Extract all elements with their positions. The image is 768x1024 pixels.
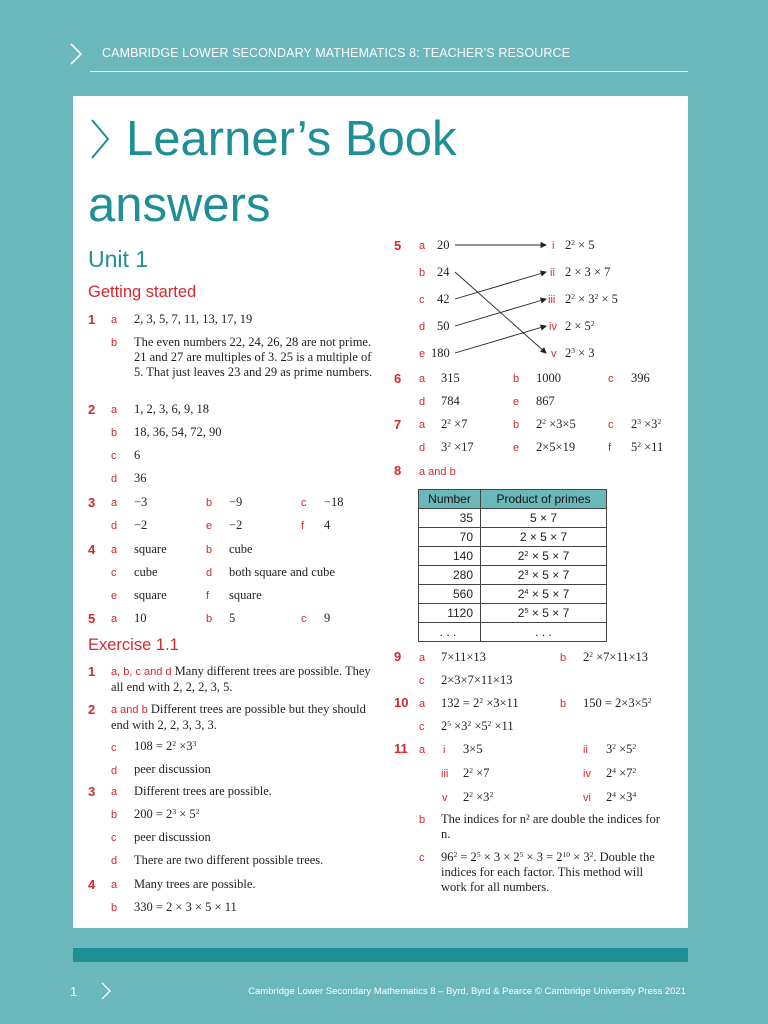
part-label: a [111,404,118,416]
question-number: 9 [394,649,402,664]
part-label: c [111,450,117,462]
part-label: iv [549,321,557,333]
part-label: d [111,520,118,532]
answer-text: square [134,542,167,556]
answer-text: square [134,588,167,602]
answer-text: $96^2 = 2^5 \times 3 \times 2^5 \times 3 = 2^{10} \times 3^2$. Double the indices for each factor. This method will work for all numbers. [441,850,655,894]
part-label: e [111,590,118,602]
part-label: a [111,786,118,798]
table-cell: 280 [419,566,481,585]
table-cell: 35 [419,509,481,528]
page-content [73,96,688,928]
part-label: iv [583,768,591,780]
header-rule [90,71,688,72]
answer-text: $2^2 \times 7\times 11\times 13$ [583,650,649,664]
table-cell: 560 [419,585,481,604]
part-label: d [419,396,426,408]
answer-text: 315 [441,371,460,385]
part-label: b [513,373,520,385]
match-right-item: $2 \times 5^2$ [565,319,595,333]
answer-text: square [229,588,262,602]
answer-text: Many trees are possible. [134,877,256,891]
table-row [419,509,607,528]
table-row [419,585,607,604]
part-label: c [111,567,117,579]
answer-text: 2×3×7×11×13 [441,673,513,687]
answer-text: $5^2 \times 11$ [631,440,664,454]
part-label: a [111,497,118,509]
part-label: b [206,497,213,509]
match-right-item: $2^2 \times 3^2 \times 5$ [565,292,618,306]
part-label: c [608,419,614,431]
part-label: c [608,373,614,385]
part-label: d [206,567,213,579]
answer-text: cube [229,542,253,556]
chevron-right-icon [100,981,112,1001]
answer-text: $2^2 \times 3\times 5$ [536,417,576,431]
part-label: a [111,544,118,556]
match-right-item: $2^2 \times 5$ [565,238,595,252]
part-label: d [419,442,426,454]
part-label: b [111,902,118,914]
part-label: c [419,852,425,864]
part-label: b [419,814,426,826]
question-number: 5 [88,611,96,626]
question-number: 11 [394,741,408,756]
answer-text: a and b [419,466,456,478]
part-label: b [560,698,567,710]
question-number: 4 [88,877,96,892]
answer-text: 9 [324,611,331,625]
table-cell: 5 × 7 [481,509,607,528]
answer-text: −3 [134,495,148,509]
part-label: e [513,442,520,454]
part-label: b [111,427,118,439]
part-label: a [419,652,426,664]
answer-text: −2 [229,518,243,532]
match-left-item: 42 [437,292,450,306]
part-label: e [419,348,426,360]
part-label: c [111,742,117,754]
answer-text: a and b Different trees are possible but they should end with 2, 2, 3, 3, 3. [111,702,366,732]
part-label: e [513,396,520,408]
part-label: c [301,497,307,509]
part-label: i [552,240,555,252]
part-label: b [513,419,520,431]
part-label: f [301,520,305,532]
answer-text: $200 = 2^3 \times 5^2$ [134,807,200,821]
answer-text: −2 [134,518,148,532]
header-title: CAMBRIDGE LOWER SECONDARY MATHEMATICS 8: TEACHER’S RESOURCE [102,46,571,60]
page-title: Learner’s Book answers [88,112,457,232]
question-number: 5 [394,238,402,253]
part-label: a [111,314,118,326]
table-cell: $2^5 \times 5 \times 7$ [481,604,607,623]
answer-text: 7×11×13 [441,650,486,664]
match-left-item: 20 [437,238,450,252]
question-number: 7 [394,417,402,432]
table-cell: 1120 [419,604,481,623]
answer-text: $2^2 \times 3^2$ [463,790,494,804]
answer-text: both square and cube [229,565,335,579]
part-label: c [419,294,425,306]
part-label: e [206,520,213,532]
part-label: d [111,473,118,485]
answer-text: 18, 36, 54, 72, 90 [134,425,222,439]
part-label: f [206,590,210,602]
table-cell: $2^3 \times 5 \times 7$ [481,566,607,585]
answer-text: 867 [536,394,555,408]
table-cell: $2^2 \times 5 \times 7$ [481,547,607,566]
answer-text: 2×5×19 [536,440,576,454]
answer-text: peer discussion [134,830,211,844]
part-label: b [111,337,118,349]
table-cell: . . . [419,623,481,642]
page-number: 1 [70,984,78,999]
match-left-item: 24 [437,265,450,279]
match-left-item: 50 [437,319,450,333]
chevron-right-icon [68,42,84,66]
answer-text: The even numbers 22, 24, 26, 28 are not prime. 21 and 27 are multiples of 3. 25 is a multiple of 5. That just leaves 23 and 29 as prime numbers. [134,335,373,379]
part-label: f [608,442,612,454]
section-getting-started: Getting started [88,283,197,301]
part-label: v [551,348,557,360]
part-label: iii [441,768,449,780]
table-cell: 2 × 5 × 7 [481,528,607,547]
answer-text: $2^4 \times 3^4$ [606,790,637,804]
part-label: c [301,613,307,625]
table-header: Product of primes [481,490,607,509]
answer-text: 2, 3, 5, 7, 11, 13, 17, 19 [134,312,253,326]
answer-text: 10 [134,611,147,625]
part-label: b [560,652,567,664]
part-label: a [419,744,426,756]
part-label: a [111,613,118,625]
table-cell: $2^4 \times 5 \times 7$ [481,585,607,604]
question-number: 2 [88,402,96,417]
part-label: c [111,832,117,844]
prime-product-table [418,489,607,642]
section-exercise: Exercise 1.1 [88,636,179,654]
match-left-item: 180 [431,346,450,360]
part-label: a [419,240,426,252]
part-label: c [419,675,425,687]
footer-copyright: Cambridge Lower Secondary Mathematics 8 – Byrd, Byrd & Pearce © Cambridge University Press 2021 [248,986,686,997]
part-label: iii [548,294,556,306]
answer-text: −18 [324,495,344,509]
answer-text: $2^2 \times 7$ [441,417,468,431]
part-label: b [419,267,426,279]
answer-text: 1, 2, 3, 6, 9, 18 [134,402,209,416]
answer-text: 5 [229,611,236,625]
part-label: v [442,792,448,804]
match-right-item: $2^3 \times 3$ [565,346,595,360]
footer-bar [73,948,688,962]
match-right-item: 2 × 3 × 7 [565,265,611,279]
part-label: a [419,419,426,431]
answer-text: $3^2 \times 5^2$ [606,742,637,756]
part-label: a [111,879,118,891]
part-label: b [206,613,213,625]
answer-text: $2^3 \times 3^2$ [631,417,662,431]
answer-text: 396 [631,371,650,385]
answer-text: 784 [441,394,460,408]
table-cell: 70 [419,528,481,547]
table-row [419,604,607,623]
answer-text: Different trees are possible. [134,784,272,798]
answer-text: 330 = 2 × 3 × 5 × 11 [134,900,237,914]
answer-text: peer discussion [134,762,211,776]
table-row [419,547,607,566]
answer-text: a, b, c and d Many different trees are possible. They all end with 2, 2, 2, 3, 5. [111,664,371,694]
answer-text: 3×5 [463,742,483,756]
part-label: b [111,809,118,821]
question-number: 1 [88,664,96,679]
question-number: 3 [88,784,96,799]
table-header-row [419,490,607,509]
part-label: b [206,544,213,556]
question-number: 1 [88,312,96,327]
part-label: vi [583,792,591,804]
part-label: c [419,721,425,733]
part-label: d [111,855,118,867]
answer-text: The indices for n² are double the indices for n. [441,812,660,841]
question-number: 10 [394,695,409,710]
answer-text: −9 [229,495,243,509]
part-label: i [443,744,446,756]
answer-text: $108 = 2^2 \times 3^3$ [134,739,197,753]
unit-heading: Unit 1 [88,246,149,272]
answer-text: $2^4 \times 7^2$ [606,766,637,780]
part-label: a [419,698,426,710]
part-label: d [111,765,118,777]
part-label: d [419,321,426,333]
answer-text: $3^2 \times 17$ [441,440,474,454]
answer-text: 4 [324,518,331,532]
answer-text: 1000 [536,371,561,385]
question-number: 4 [88,542,96,557]
question-number: 6 [394,371,402,386]
answer-text: 36 [134,471,147,485]
answer-text: $150 = 2\times 3\times 5^2$ [583,696,652,710]
answer-text: $132 = 2^2 \times 3\times 11$ [441,696,519,710]
part-label: ii [583,744,588,756]
answer-text: $2^5 \times 3^2 \times 5^2 \times 11$ [441,719,514,733]
question-number: 3 [88,495,96,510]
table-cell: 140 [419,547,481,566]
answer-text: $2^2 \times 7$ [463,766,490,780]
table-row [419,566,607,585]
part-label: a [419,373,426,385]
table-row [419,528,607,547]
table-header: Number [419,490,481,509]
table-row [419,623,607,642]
question-number: 8 [394,463,402,478]
table-cell: . . . [481,623,607,642]
part-label: ii [550,267,555,279]
answer-text: 6 [134,448,141,462]
answer-text: There are two different possible trees. [134,853,324,867]
question-number: 2 [88,702,96,717]
answer-text: cube [134,565,158,579]
